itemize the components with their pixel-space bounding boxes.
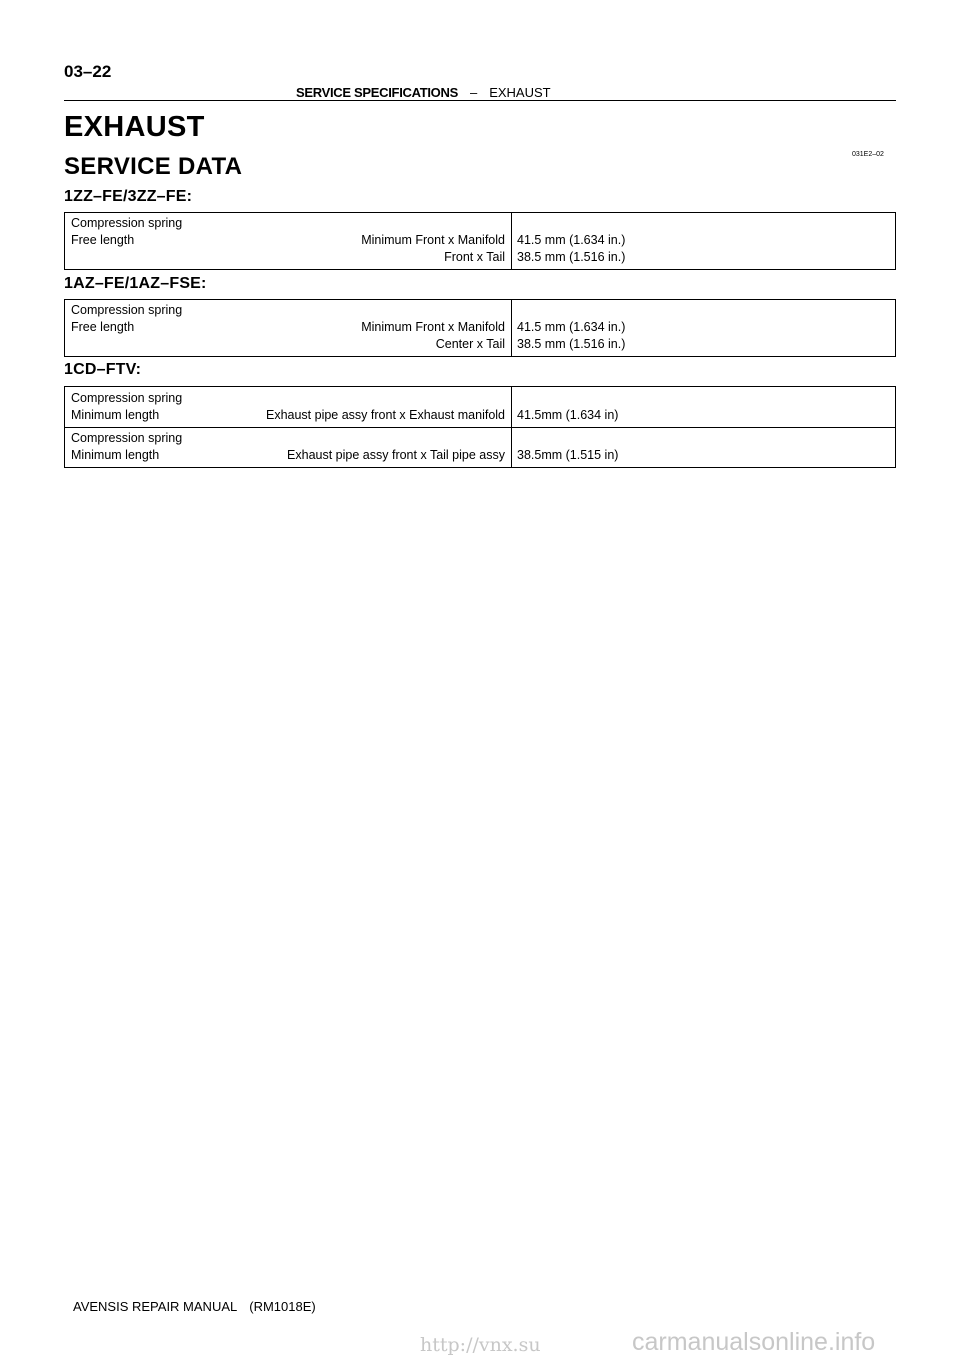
spec-item-cell <box>65 213 512 270</box>
spec-table-1zz <box>64 212 896 270</box>
running-header-topic: EXHAUST <box>489 85 551 100</box>
table-row <box>65 213 896 270</box>
spec-item-name: Compression spring <box>71 303 183 317</box>
spec-table-1az <box>64 299 896 357</box>
running-header <box>296 85 551 100</box>
spec-condition: Center x Tail <box>435 337 505 351</box>
section-heading-1cd: 1CD–FTV: <box>64 361 142 378</box>
spec-label: Free length <box>71 320 135 334</box>
spec-item-name: Compression spring <box>71 216 183 230</box>
spec-value: 41.5 mm (1.634 in.) <box>517 320 626 334</box>
page-number: 03–22 <box>64 62 112 81</box>
spec-item-cell <box>65 300 512 357</box>
spec-value-cell <box>512 213 896 270</box>
page-title: EXHAUST <box>64 111 205 143</box>
spec-condition: Minimum Front x Manifold <box>361 320 505 334</box>
spec-label: Minimum length <box>71 448 160 462</box>
page-subtitle: SERVICE DATA <box>64 153 243 180</box>
spec-condition: Minimum Front x Manifold <box>361 233 505 247</box>
spec-condition: Exhaust pipe assy front x Exhaust manifold <box>265 408 505 422</box>
section-heading-1zz: 1ZZ–FE/3ZZ–FE: <box>64 188 193 205</box>
watermark-vnx: http://vnx.su <box>420 1334 541 1356</box>
page-footer <box>73 1299 316 1314</box>
document-code: 031E2–02 <box>852 151 884 158</box>
spec-value-cell <box>512 300 896 357</box>
watermark-carmanuals: carmanualsonline.info <box>632 1328 876 1356</box>
footer-manual-code: (RM1018E) <box>249 1299 316 1314</box>
spec-condition: Exhaust pipe assy front x Tail pipe assy <box>287 448 505 462</box>
spec-item-cell <box>65 387 512 428</box>
spec-value: 41.5 mm (1.634 in.) <box>517 233 626 247</box>
spec-value: 38.5 mm (1.516 in.) <box>517 250 626 264</box>
spec-value: 41.5mm (1.634 in) <box>517 408 619 422</box>
spec-item-name: Compression spring <box>71 431 183 445</box>
spec-label: Minimum length <box>71 408 160 422</box>
running-header-section: SERVICE SPECIFICATIONS <box>296 85 458 100</box>
running-header-separator: – <box>469 85 478 100</box>
table-row <box>65 387 896 428</box>
table-row <box>65 300 896 357</box>
footer-manual-name: AVENSIS REPAIR MANUAL <box>73 1299 238 1314</box>
spec-item-cell <box>65 428 512 468</box>
spec-condition: Front x Tail <box>444 250 505 264</box>
section-heading-1az: 1AZ–FE/1AZ–FSE: <box>64 275 207 292</box>
spec-table-1cd <box>64 386 896 468</box>
spec-label: Free length <box>71 233 135 247</box>
spec-value: 38.5mm (1.515 in) <box>517 448 619 462</box>
header-rule <box>64 100 896 101</box>
spec-value-cell <box>512 387 896 428</box>
spec-item-name: Compression spring <box>71 391 183 405</box>
spec-value: 38.5 mm (1.516 in.) <box>517 337 626 351</box>
table-row <box>65 428 896 468</box>
spec-value-cell <box>512 428 896 468</box>
